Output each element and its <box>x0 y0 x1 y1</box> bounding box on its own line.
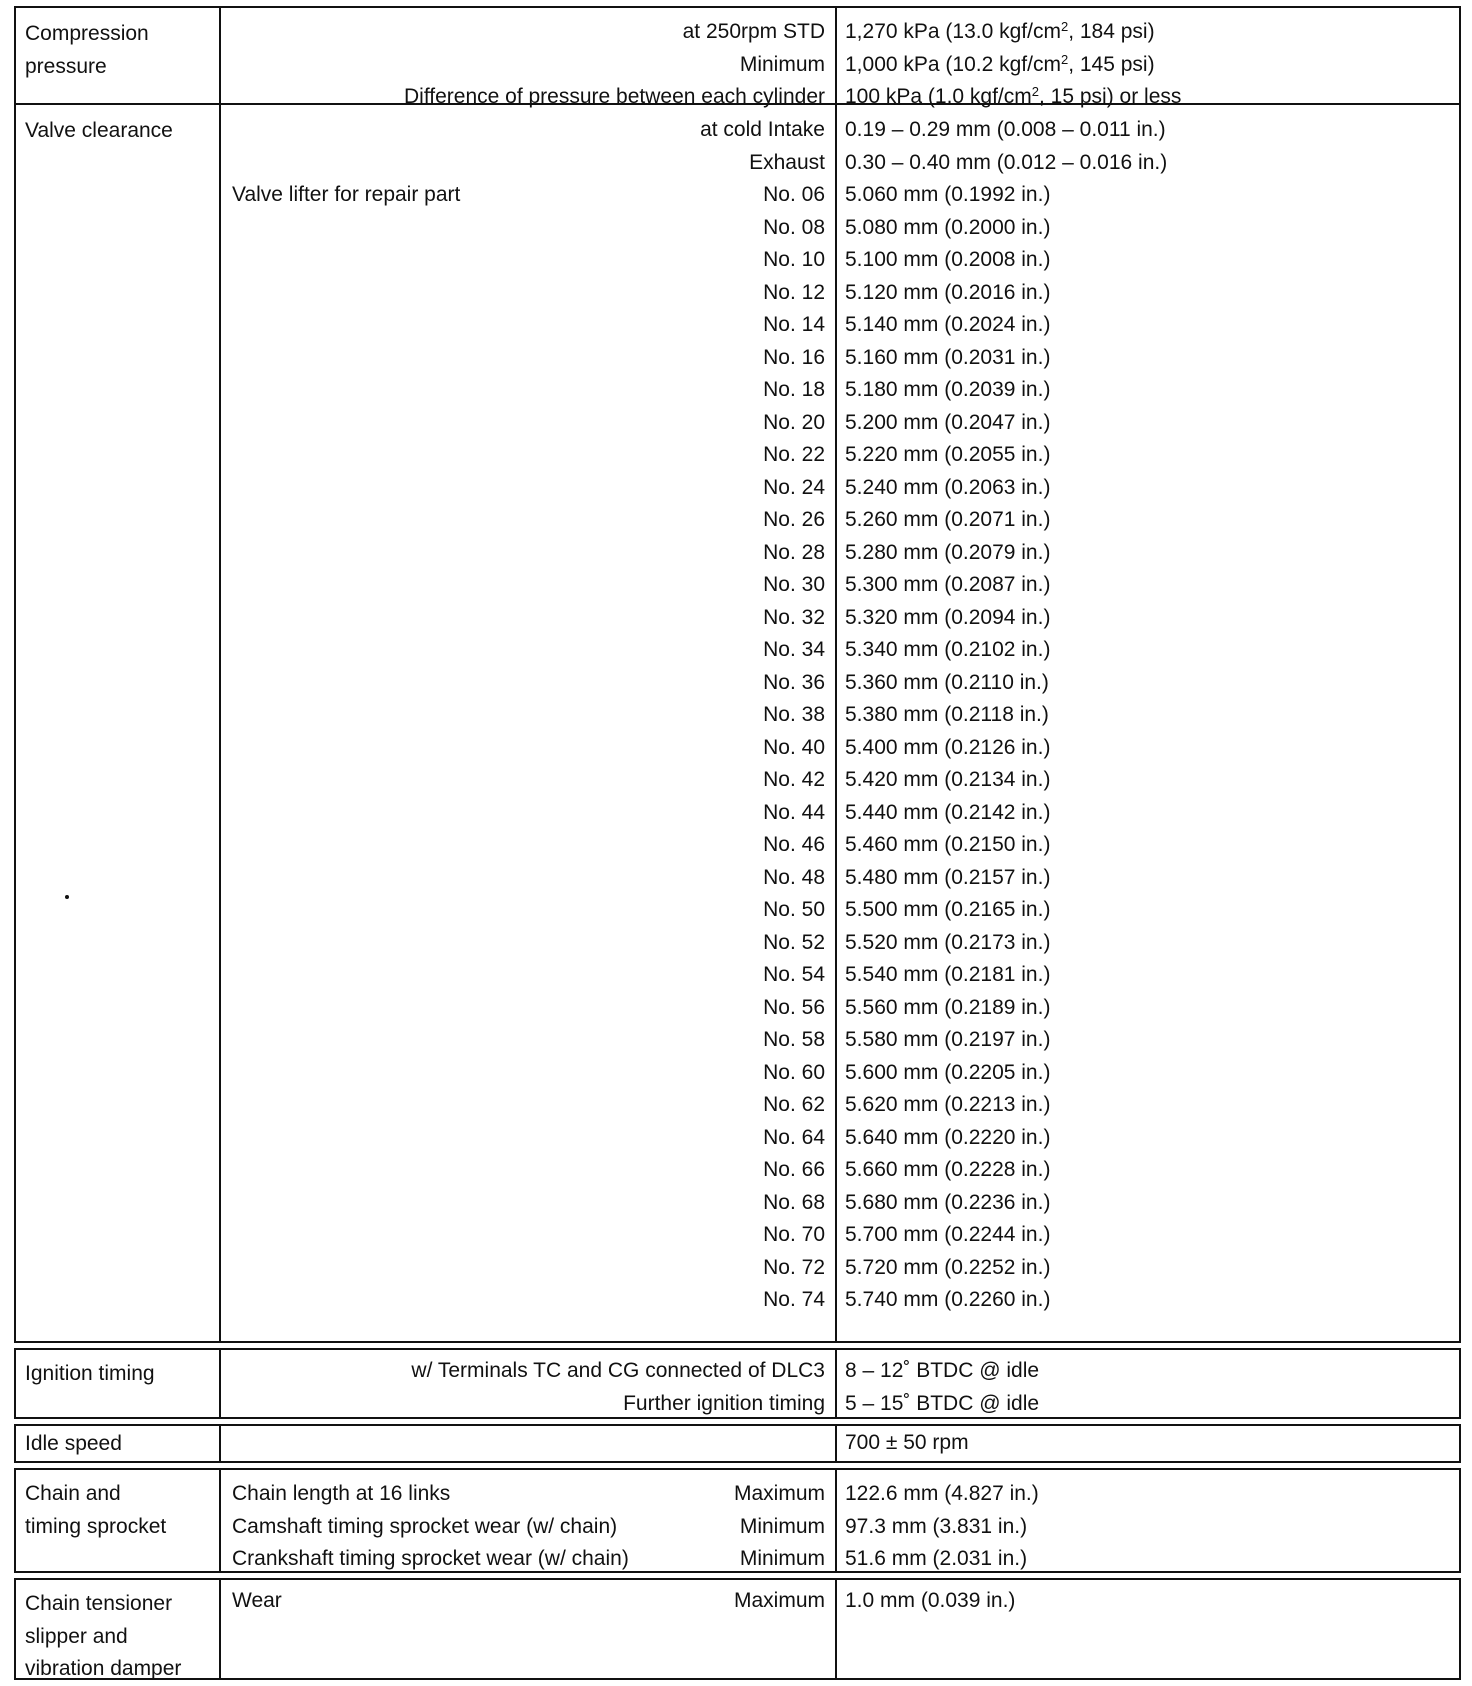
condition-row <box>232 1219 825 1252</box>
spec-value: 5.500 mm (0.2165 in.) <box>845 898 1051 921</box>
condition-row <box>232 634 825 667</box>
spec-value: 5.120 mm (0.2016 in.) <box>845 280 1051 304</box>
item-label <box>16 8 221 103</box>
condition-row <box>232 959 825 992</box>
condition-text: No. 14 <box>763 313 825 336</box>
condition-row <box>232 732 825 765</box>
condition-text: No. 36 <box>763 670 825 694</box>
condition-row <box>232 602 825 635</box>
condition-row <box>232 992 825 1025</box>
condition-column <box>221 105 837 1341</box>
condition-text: No. 56 <box>763 995 825 1019</box>
condition-text: No. 46 <box>763 833 825 856</box>
condition-text: No. 28 <box>763 540 825 564</box>
condition-text: No. 72 <box>763 1255 825 1279</box>
spec-value: 5.180 mm (0.2039 in.) <box>845 378 1051 401</box>
condition-text: Minimum <box>739 1514 825 1538</box>
spec-value: 0.30 – 0.40 mm (0.012 – 0.016 in.) <box>845 150 1168 174</box>
spec-value: 5.100 mm (0.2008 in.) <box>845 248 1051 271</box>
condition-text: No. 66 <box>763 1158 825 1181</box>
spec-value: 5 – 15˚ BTDC @ idle <box>845 1391 1040 1415</box>
condition-row <box>232 1585 825 1618</box>
section-valve-clearance <box>14 103 1461 1343</box>
condition-row <box>232 309 825 342</box>
condition-column <box>221 1426 837 1461</box>
spec-value <box>845 16 1451 49</box>
value-text: , 145 psi) <box>1068 52 1155 76</box>
item-label-line: vibration damper <box>25 1657 182 1680</box>
item-label <box>16 105 221 1341</box>
spec-value: 5.420 mm (0.2134 in.) <box>845 768 1051 791</box>
superscript: 2 <box>1060 19 1069 34</box>
condition-text: No. 32 <box>763 605 825 629</box>
condition-text: No. 52 <box>763 930 825 954</box>
value-text: 1,270 kPa (13.0 kgf/cm <box>845 20 1061 43</box>
spec-value: 5.220 mm (0.2055 in.) <box>845 443 1051 466</box>
condition-text: No. 70 <box>763 1223 825 1246</box>
condition-row <box>232 927 825 960</box>
condition-text: No. 50 <box>763 898 825 921</box>
spec-value: 5.060 mm (0.1992 in.) <box>845 183 1051 206</box>
condition-row <box>232 829 825 862</box>
section-chain-timing-sprocket <box>14 1468 1461 1573</box>
condition-row <box>232 797 825 830</box>
spec-value: 5.540 mm (0.2181 in.) <box>845 963 1051 986</box>
condition-row <box>232 1154 825 1187</box>
item-label-line: Ignition timing <box>25 1362 155 1385</box>
condition-row <box>232 1284 825 1317</box>
superscript: 2 <box>1031 84 1039 99</box>
superscript: 2 <box>1060 51 1069 67</box>
condition-row <box>232 862 825 895</box>
condition-row <box>232 699 825 732</box>
spec-value: 5.200 mm (0.2047 in.) <box>845 410 1051 434</box>
condition-row <box>232 244 825 277</box>
condition-text: No. 06 <box>763 183 825 206</box>
condition-text: No. 08 <box>763 215 825 239</box>
value-column <box>837 1426 1459 1461</box>
condition-text: No. 60 <box>763 1060 825 1084</box>
condition-row <box>232 407 825 440</box>
condition-text: No. 68 <box>763 1190 825 1214</box>
condition-row <box>232 1355 825 1388</box>
condition-text: Difference of pressure between each cylinder <box>403 85 825 108</box>
condition-text: No. 40 <box>763 735 825 759</box>
spec-value: 5.600 mm (0.2205 in.) <box>845 1060 1051 1084</box>
value-column <box>837 1470 1459 1571</box>
value-column <box>837 105 1459 1341</box>
spec-value: 5.620 mm (0.2213 in.) <box>845 1093 1051 1116</box>
item-label <box>16 1350 221 1417</box>
spec-value: 5.300 mm (0.2087 in.) <box>845 573 1051 596</box>
spec-value: 5.360 mm (0.2110 in.) <box>845 670 1049 694</box>
condition-row <box>232 147 825 180</box>
item-text: Camshaft timing sprocket wear (w/ chain) <box>232 1514 618 1538</box>
condition-text: w/ Terminals TC and CG connected of DLC3 <box>411 1359 825 1382</box>
spec-value: 700 ± 50 rpm <box>845 1431 969 1454</box>
condition-row <box>232 537 825 570</box>
item-text: Wear <box>232 1589 282 1612</box>
condition-row <box>232 179 825 212</box>
value-column <box>837 1350 1459 1417</box>
condition-text: Further ignition timing <box>623 1391 825 1415</box>
spec-value: 5.640 mm (0.2220 in.) <box>845 1125 1051 1149</box>
condition-row <box>232 1057 825 1090</box>
condition-row <box>232 1024 825 1057</box>
condition-row <box>232 1122 825 1155</box>
condition-text: No. 44 <box>763 800 825 824</box>
condition-text: at 250rpm STD <box>682 20 825 43</box>
condition-row <box>232 504 825 537</box>
condition-text: No. 10 <box>763 248 825 271</box>
spec-value: 5.480 mm (0.2157 in.) <box>845 865 1051 889</box>
condition-row <box>232 472 825 505</box>
spec-value: 5.580 mm (0.2197 in.) <box>845 1028 1051 1051</box>
value-text: , 184 psi) <box>1068 20 1155 43</box>
value-text: 1,000 kPa (10.2 kgf/cm <box>845 52 1061 76</box>
spec-value: 5.380 mm (0.2118 in.) <box>845 703 1049 726</box>
condition-row <box>232 1187 825 1220</box>
condition-text: No. 16 <box>763 345 825 369</box>
spec-value <box>845 49 1451 82</box>
condition-row <box>232 764 825 797</box>
condition-text: No. 38 <box>763 703 825 726</box>
spec-value: 5.140 mm (0.2024 in.) <box>845 313 1051 336</box>
condition-text: No. 34 <box>763 638 825 661</box>
spec-value: 5.560 mm (0.2189 in.) <box>845 995 1051 1019</box>
spec-value: 5.440 mm (0.2142 in.) <box>845 800 1051 824</box>
item-text: Crankshaft timing sprocket wear (w/ chain) <box>232 1547 629 1570</box>
spec-value: 97.3 mm (3.831 in.) <box>845 1514 1028 1538</box>
spec-value: 5.260 mm (0.2071 in.) <box>845 508 1051 531</box>
spec-value: 8 – 12˚ BTDC @ idle <box>845 1359 1040 1382</box>
condition-text: No. 20 <box>763 410 825 434</box>
condition-text: No. 48 <box>763 865 825 889</box>
value-column <box>837 8 1459 108</box>
condition-text: No. 12 <box>763 280 825 304</box>
spec-value: 5.340 mm (0.2102 in.) <box>845 638 1051 661</box>
condition-text: Minimum <box>739 1547 825 1570</box>
condition-text: Exhaust <box>749 150 825 174</box>
section-compression-pressure <box>14 6 1461 108</box>
condition-text: No. 24 <box>763 475 825 499</box>
condition-text: No. 62 <box>763 1093 825 1116</box>
condition-text: Maximum <box>733 1482 825 1505</box>
condition-row <box>232 277 825 310</box>
section-ignition-timing <box>14 1348 1461 1419</box>
condition-text: No. 54 <box>763 963 825 986</box>
condition-row <box>232 1089 825 1122</box>
condition-row <box>232 894 825 927</box>
condition-text: No. 22 <box>763 443 825 466</box>
condition-row <box>232 49 825 82</box>
item-label <box>16 1426 221 1461</box>
item-label-line: Chain tensioner <box>25 1592 173 1615</box>
spec-value: 5.460 mm (0.2150 in.) <box>845 833 1051 856</box>
item-label-line: pressure <box>25 54 107 78</box>
spec-value: 5.700 mm (0.2244 in.) <box>845 1223 1051 1246</box>
spec-value: 5.680 mm (0.2236 in.) <box>845 1190 1051 1214</box>
condition-row <box>232 16 825 49</box>
item-text: Chain length at 16 links <box>232 1482 451 1505</box>
spec-value: 5.160 mm (0.2031 in.) <box>845 345 1051 369</box>
spec-value: 5.720 mm (0.2252 in.) <box>845 1255 1051 1279</box>
condition-text: No. 30 <box>763 573 825 596</box>
spec-value: 5.080 mm (0.2000 in.) <box>845 215 1051 239</box>
condition-row <box>232 667 825 700</box>
spec-value: 5.740 mm (0.2260 in.) <box>845 1288 1051 1311</box>
item-label-line: timing sprocket <box>25 1514 167 1538</box>
condition-row <box>232 212 825 245</box>
condition-text: No. 26 <box>763 508 825 531</box>
condition-column <box>221 1470 837 1571</box>
spec-value: 51.6 mm (2.031 in.) <box>845 1547 1028 1570</box>
condition-text: Maximum <box>733 1589 825 1612</box>
spec-value: 1.0 mm (0.039 in.) <box>845 1589 1016 1612</box>
section-chain-tensioner <box>14 1578 1461 1680</box>
condition-row <box>232 1543 825 1576</box>
spec-table <box>14 6 1461 1685</box>
item-label-line: Valve clearance <box>25 119 173 142</box>
item-label-line: Compression <box>25 22 149 45</box>
item-label-line: slipper and <box>25 1624 128 1648</box>
item-label <box>16 1580 221 1678</box>
value-column <box>837 1580 1459 1678</box>
section-idle-speed <box>14 1424 1461 1463</box>
condition-column <box>221 8 837 108</box>
spec-value: 122.6 mm (4.827 in.) <box>845 1482 1039 1505</box>
condition-column <box>221 1580 837 1678</box>
condition-text: No. 64 <box>763 1125 825 1149</box>
condition-row <box>232 439 825 472</box>
condition-row <box>232 374 825 407</box>
condition-row <box>232 342 825 375</box>
item-label-line: Chain and <box>25 1482 121 1505</box>
condition-text: No. 74 <box>763 1288 825 1311</box>
spec-value: 5.240 mm (0.2063 in.) <box>845 475 1051 499</box>
spec-value: 5.320 mm (0.2094 in.) <box>845 605 1051 629</box>
condition-row <box>232 1511 825 1544</box>
spec-value: 5.400 mm (0.2126 in.) <box>845 735 1051 759</box>
item-text: Valve lifter for repair part <box>232 183 461 206</box>
condition-row <box>232 1478 825 1511</box>
condition-row <box>232 1388 825 1421</box>
value-text: , 15 psi) or less <box>1039 85 1182 108</box>
condition-row <box>232 569 825 602</box>
item-label <box>16 1470 221 1571</box>
condition-text: No. 58 <box>763 1028 825 1051</box>
condition-row <box>232 114 825 147</box>
spec-value: 5.520 mm (0.2173 in.) <box>845 930 1051 954</box>
item-label-line: Idle speed <box>25 1432 122 1455</box>
value-text: 100 kPa (1.0 kgf/cm <box>845 85 1032 108</box>
condition-text: Minimum <box>739 52 825 76</box>
spec-value: 5.660 mm (0.2228 in.) <box>845 1158 1051 1181</box>
condition-text: No. 42 <box>763 768 825 791</box>
condition-column <box>221 1350 837 1417</box>
condition-text: No. 18 <box>763 378 825 401</box>
spec-value: 0.19 – 0.29 mm (0.008 – 0.011 in.) <box>845 118 1166 141</box>
spec-value: 5.280 mm (0.2079 in.) <box>845 540 1051 564</box>
stray-dot <box>65 895 69 899</box>
condition-row <box>232 1252 825 1285</box>
condition-text: at cold Intake <box>700 118 825 141</box>
